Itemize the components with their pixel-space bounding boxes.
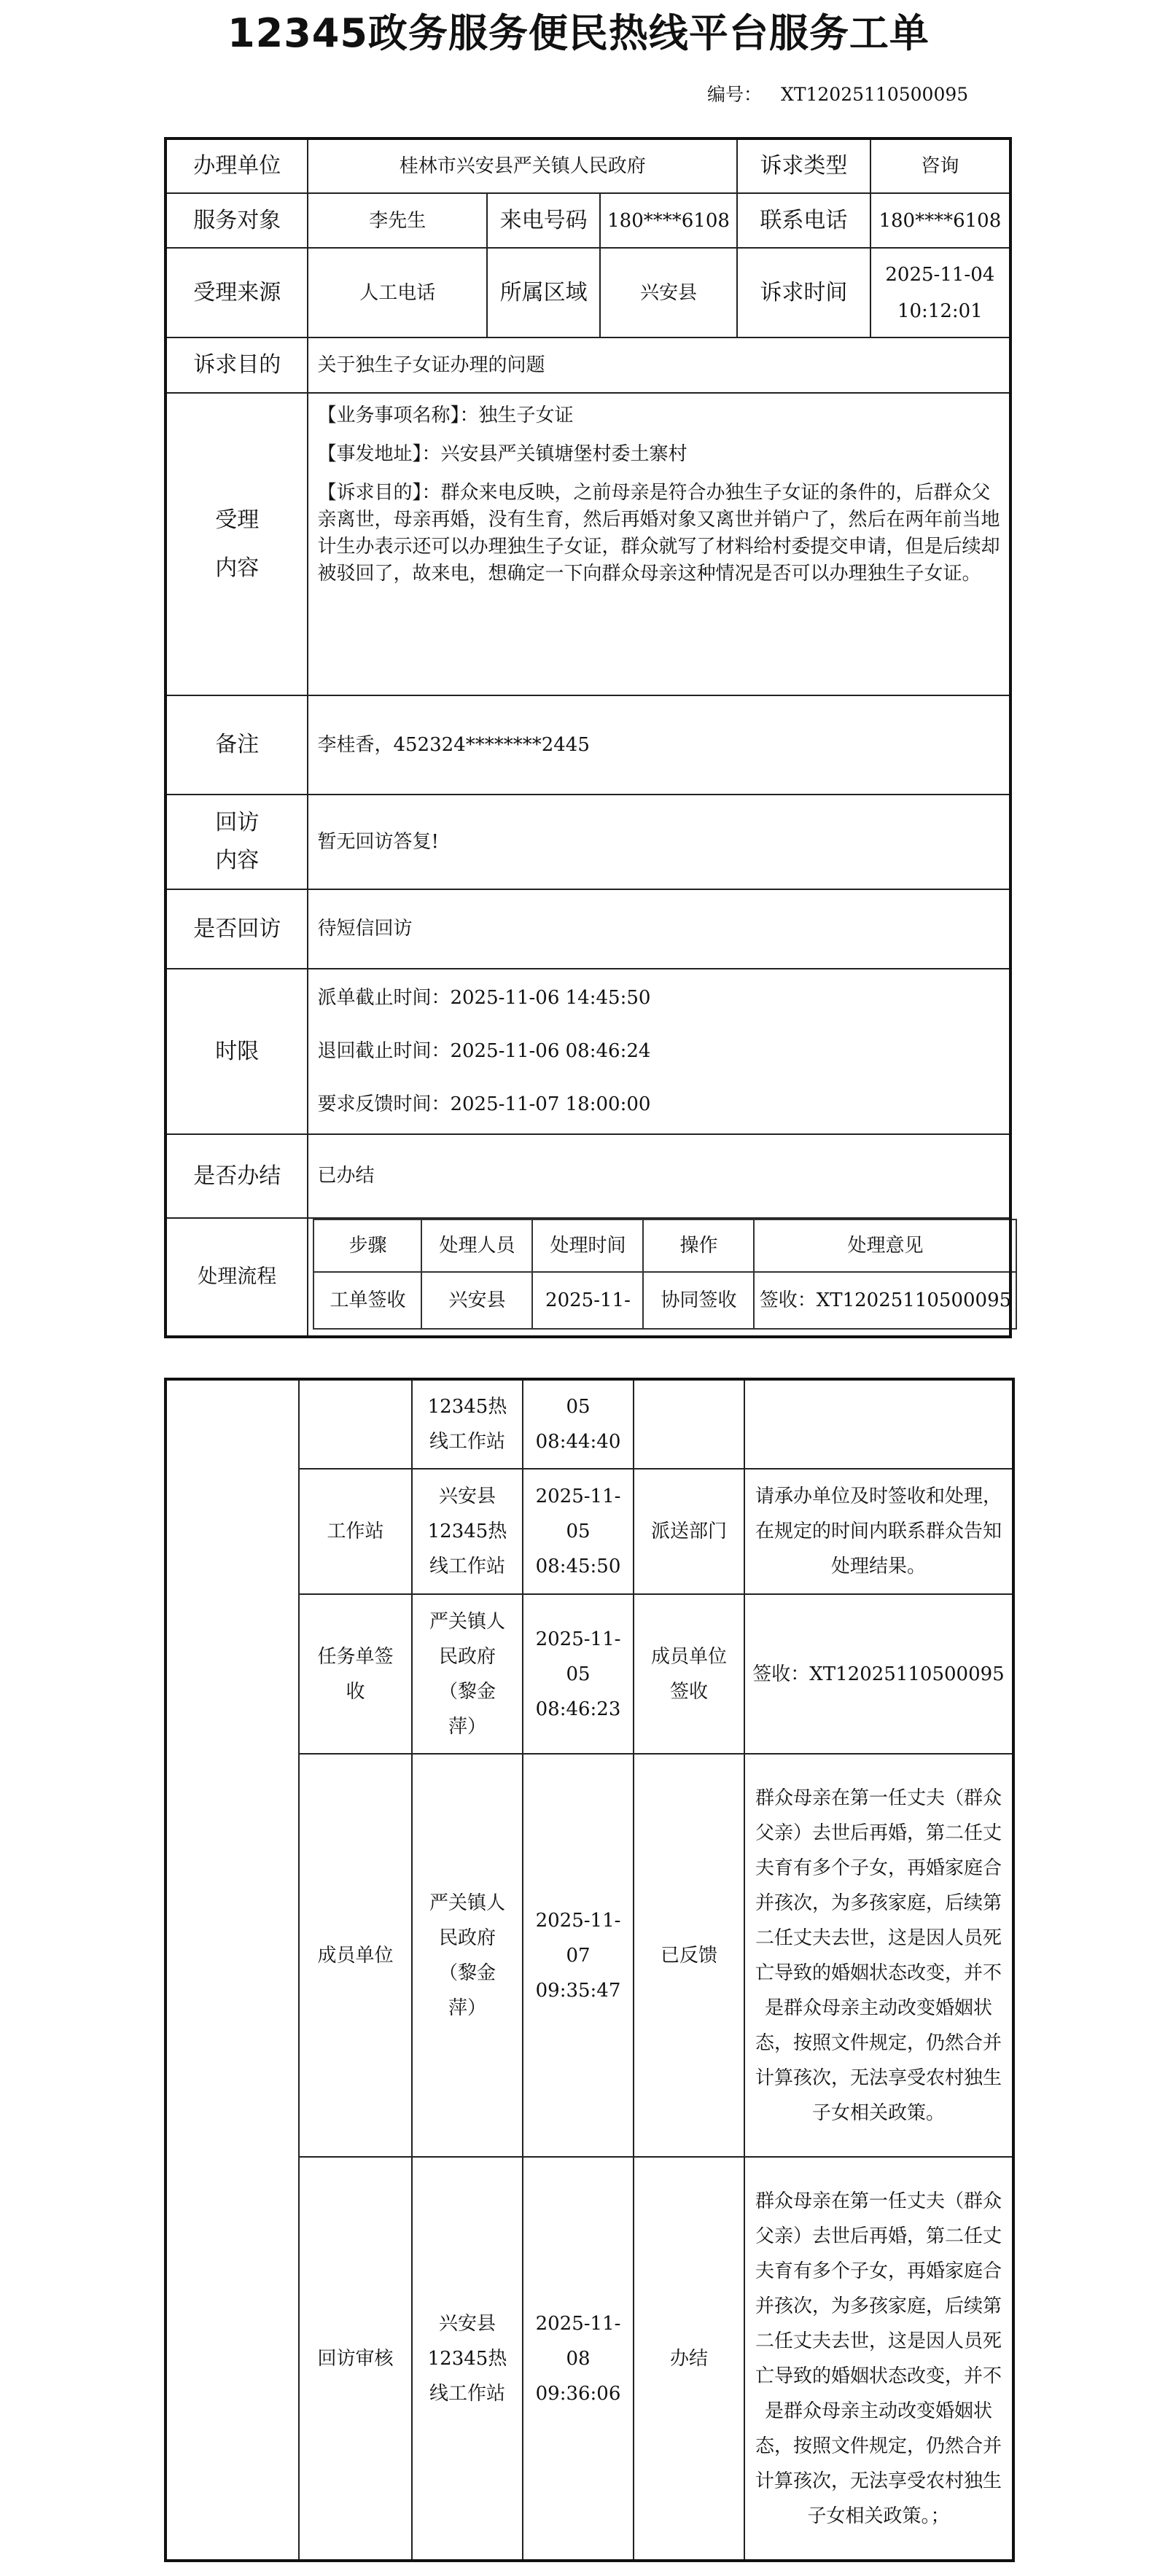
content-label-line-1: 受理 bbox=[215, 507, 260, 533]
unit-label: 办理单位 bbox=[165, 138, 308, 193]
person-line: 兴安县 bbox=[438, 2312, 496, 2335]
row-flow bbox=[165, 1218, 1010, 1337]
purpose-label: 诉求目的 bbox=[165, 337, 308, 393]
flow-step-empty bbox=[299, 1379, 412, 1469]
time-line: 08:45:50 bbox=[535, 1556, 621, 1577]
person-line: 12345热 bbox=[427, 1521, 507, 1542]
region-label: 所属区域 bbox=[487, 248, 600, 337]
caller-value: 180****6108 bbox=[600, 193, 737, 248]
flow-opinion: 群众母亲在第一任丈夫（群众父亲）去世后再婚，第二任丈夫育有多个子女，再婚家庭合并孩次，为多孩家庭，后续第二任丈夫去世，这是因人员死亡导致的婚姻状态改变，并不是群众母亲主动改变婚姻状态，按照文件规定，仍然合并计算孩次，无法享受农村独生子女相关政策。 bbox=[744, 1754, 1013, 2157]
flow-action: 已反馈 bbox=[634, 1754, 744, 2157]
revisit-label: 是否回访 bbox=[165, 889, 308, 969]
flow-person bbox=[412, 1469, 523, 1594]
time-line: 05 bbox=[566, 1663, 591, 1685]
content-label-line-2: 内容 bbox=[215, 555, 260, 581]
flow-person bbox=[412, 1754, 523, 2157]
flow-table-cell bbox=[308, 1218, 1010, 1337]
purpose-value: 关于独生子女证办理的问题 bbox=[308, 337, 1010, 393]
time-line: 09:35:47 bbox=[535, 1979, 621, 2002]
done-label: 是否办结 bbox=[165, 1134, 308, 1218]
target-value: 李先生 bbox=[308, 193, 487, 248]
flow-opinion: 群众母亲在第一任丈夫（群众父亲）去世后再婚，第二任丈夫育有多个子女，再婚家庭合并孩次，为多孩家庭，后续第二任丈夫去世，这是因人员死亡导致的婚姻状态改变，并不是群众母亲主动改变婚姻状态，按照文件规定，仍然合并计算孩次，无法享受农村独生子女相关政策。； bbox=[744, 2157, 1013, 2561]
visit-label-line-1: 回访 bbox=[215, 810, 260, 835]
time-label: 诉求时间 bbox=[737, 248, 870, 337]
flow-label: 处理流程 bbox=[165, 1218, 308, 1337]
row-visit bbox=[165, 795, 1010, 889]
header-opinion: 处理意见 bbox=[754, 1219, 1016, 1272]
limit-dispatch: 派单截止时间：2025-11-06 14:45:50 bbox=[317, 987, 651, 1009]
page-title: 12345政务服务便民热线平台服务工单 bbox=[227, 10, 930, 56]
time-line: 08 bbox=[566, 2347, 591, 2370]
person-line: 民政府 bbox=[438, 1645, 496, 1668]
flow-table bbox=[313, 1219, 1017, 1330]
content-value bbox=[308, 393, 1010, 695]
flow-person bbox=[412, 2157, 523, 2561]
row-limit bbox=[165, 969, 1010, 1134]
flow-opinion-empty bbox=[744, 1379, 1013, 1469]
flow-step: 工单签收 bbox=[313, 1272, 421, 1329]
visit-label bbox=[165, 795, 308, 889]
target-label: 服务对象 bbox=[165, 193, 308, 248]
visit-label-line-2: 内容 bbox=[215, 848, 260, 873]
flow-opinion: 签收：XT12025110500095 bbox=[754, 1272, 1016, 1329]
person-line: 严关镇人 bbox=[429, 1892, 505, 1914]
flow-person bbox=[412, 1594, 523, 1754]
source-value: 人工电话 bbox=[308, 248, 487, 337]
header-person: 处理人员 bbox=[421, 1219, 532, 1272]
serial-value: XT12025110500095 bbox=[781, 84, 969, 105]
flow-step: 成员单位 bbox=[299, 1754, 412, 2157]
flow-time bbox=[523, 1754, 634, 2157]
person-line: 线工作站 bbox=[429, 2382, 505, 2405]
flow-action: 协同签收 bbox=[643, 1272, 754, 1329]
time-value: 2025-11-04 10:12:01 bbox=[870, 248, 1010, 337]
source-label: 受理来源 bbox=[165, 248, 308, 337]
person-line: （黎金 bbox=[438, 1962, 496, 1984]
flow-step: 回访审核 bbox=[299, 2157, 412, 2561]
flow-person bbox=[412, 1379, 523, 1469]
person-line: 线工作站 bbox=[429, 1431, 505, 1453]
flow-table-continued bbox=[164, 1378, 1015, 2562]
flow-step: 任务单签收 bbox=[299, 1594, 412, 1754]
row-purpose bbox=[165, 337, 1010, 393]
flow-step: 工作站 bbox=[299, 1469, 412, 1594]
content-item-business: 【业务事项名称】：独生子女证 bbox=[317, 405, 574, 426]
type-value: 咨询 bbox=[870, 138, 1010, 193]
work-order-table bbox=[164, 137, 1012, 1338]
time-line: 08:46:23 bbox=[535, 1698, 621, 1720]
time-line: 2025-11- bbox=[535, 1628, 621, 1650]
content-item-purpose: 【诉求目的】：群众来电反映，之前母亲是符合办独生子女证的条件的，后群众父亲离世，母亲再婚，没有生育，然后再婚对象又离世并销户了，然后在两年前当地计生办表示还可以办理独生子女证，群众就写了材料给村委提交申请，但是后续却被驳回了，故来电，想确定一下向群众母亲这种情况是否可以办理独生子女证。 bbox=[317, 482, 1000, 585]
person-line: 严关镇人 bbox=[429, 1610, 505, 1633]
person-line: 萍） bbox=[448, 1715, 486, 1738]
limit-feedback: 要求反馈时间：2025-11-07 18:00:00 bbox=[317, 1093, 651, 1115]
row-target bbox=[165, 193, 1010, 248]
person-line: （黎金 bbox=[438, 1680, 496, 1703]
time-line: 08:44:40 bbox=[535, 1431, 621, 1453]
header-step: 步骤 bbox=[313, 1219, 421, 1272]
flow-action-empty bbox=[634, 1379, 744, 1469]
flow-action: 派送部门 bbox=[634, 1469, 744, 1594]
flow-person: 兴安县 bbox=[421, 1272, 532, 1329]
person-line: 12345热 bbox=[427, 2347, 507, 2370]
type-label: 诉求类型 bbox=[737, 138, 870, 193]
row-source bbox=[165, 248, 1010, 337]
row-remark bbox=[165, 695, 1010, 795]
row-unit bbox=[165, 138, 1010, 193]
region-value: 兴安县 bbox=[600, 248, 737, 337]
serial-label: 编号： bbox=[707, 84, 763, 105]
person-line: 民政府 bbox=[438, 1927, 496, 1949]
time-line: 05 bbox=[566, 1396, 591, 1418]
flow-opinion: 签收：XT12025110500095 bbox=[744, 1594, 1013, 1754]
flow-time bbox=[523, 1594, 634, 1754]
caller-label: 来电号码 bbox=[487, 193, 600, 248]
visit-value: 暂无回访答复! bbox=[308, 795, 1010, 889]
flow-time bbox=[523, 2157, 634, 2561]
limit-values bbox=[308, 969, 1010, 1134]
flow-action: 成员单位签收 bbox=[634, 1594, 744, 1754]
remark-label: 备注 bbox=[165, 695, 308, 795]
flow-time bbox=[523, 1469, 634, 1594]
time-line: 07 bbox=[566, 1944, 591, 1967]
serial-number bbox=[707, 80, 968, 109]
time-line: 2025-11- bbox=[535, 1909, 621, 1932]
person-line: 萍） bbox=[448, 1997, 486, 2019]
row-done bbox=[165, 1134, 1010, 1218]
person-line: 线工作站 bbox=[429, 1556, 505, 1577]
time-line: 09:36:06 bbox=[535, 2382, 621, 2405]
flow-row-sign bbox=[313, 1272, 1016, 1329]
flow-opinion: 请承办单位及时签收和处理，在规定的时间内联系群众告知处理结果。 bbox=[744, 1469, 1013, 1594]
flow-action: 办结 bbox=[634, 2157, 744, 2561]
person-line: 兴安县 bbox=[438, 1486, 496, 1507]
row-content bbox=[165, 393, 1010, 695]
contact-value: 180****6108 bbox=[870, 193, 1010, 248]
content-item-address: 【事发地址】：兴安县严关镇塘堡村委土寨村 bbox=[317, 443, 687, 465]
flow-row-sign-continued bbox=[165, 1379, 1013, 1469]
done-value: 已办结 bbox=[308, 1134, 1010, 1218]
remark-value: 李桂香，452324********2445 bbox=[308, 695, 1010, 795]
time-line: 2025-11- bbox=[535, 2312, 621, 2335]
time-line: 05 bbox=[566, 1521, 591, 1542]
contact-label: 联系电话 bbox=[737, 193, 870, 248]
flow-time: 2025-11- bbox=[532, 1272, 643, 1329]
unit-value: 桂林市兴安县严关镇人民政府 bbox=[308, 138, 737, 193]
revisit-value: 待短信回访 bbox=[308, 889, 1010, 969]
flow-time bbox=[523, 1379, 634, 1469]
header-action: 操作 bbox=[643, 1219, 754, 1272]
content-label bbox=[165, 393, 308, 695]
flow-label-spacer bbox=[165, 1379, 299, 2561]
flow-header-row bbox=[313, 1219, 1016, 1272]
header-time: 处理时间 bbox=[532, 1219, 643, 1272]
person-line: 12345热 bbox=[427, 1396, 507, 1418]
limit-return: 退回截止时间：2025-11-06 08:46:24 bbox=[317, 1040, 651, 1062]
time-line: 2025-11- bbox=[535, 1486, 621, 1507]
limit-label: 时限 bbox=[165, 969, 308, 1134]
row-revisit bbox=[165, 889, 1010, 969]
